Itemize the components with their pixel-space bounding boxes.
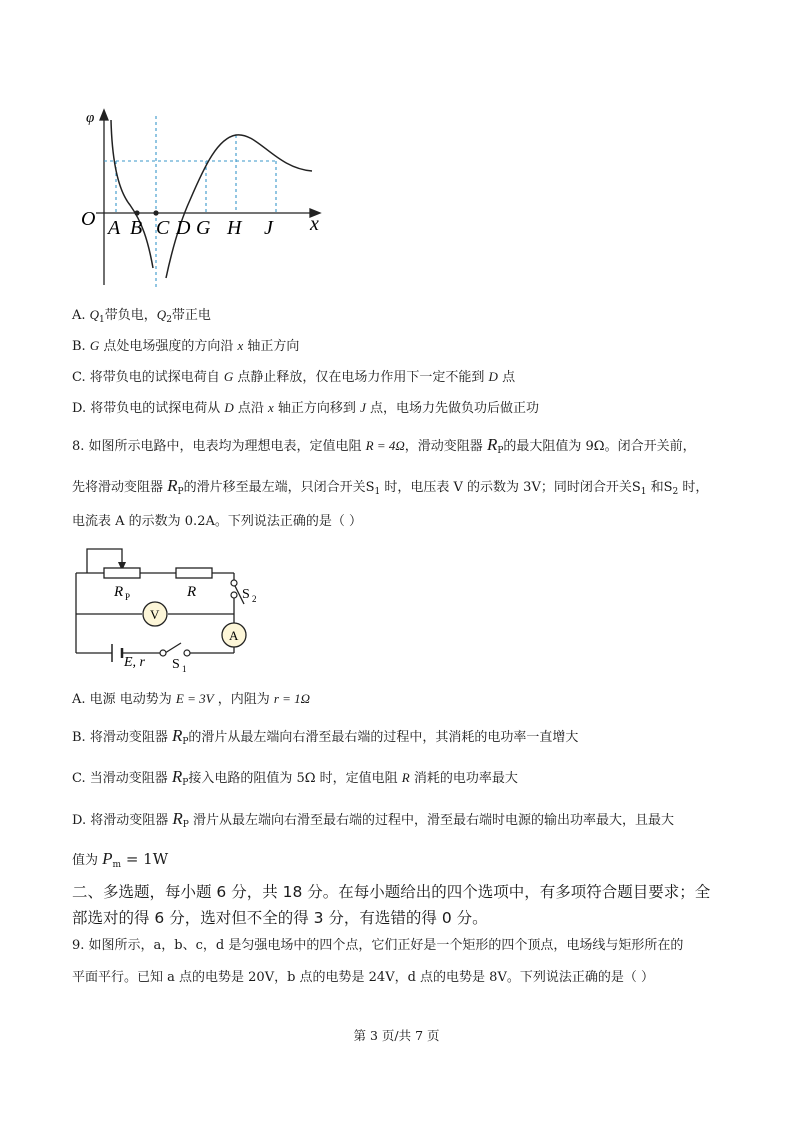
label-a: A — [229, 628, 239, 643]
q7-option-c — [72, 368, 515, 387]
q8-option-c — [72, 768, 518, 792]
rp-symbol: R — [167, 476, 178, 495]
tick-j: J — [264, 217, 273, 239]
label-s1: S — [172, 657, 180, 672]
potential-graph — [0, 0, 793, 300]
q7-c-suffix: 点 — [497, 370, 516, 385]
emf-equation: E = 3V — [175, 691, 214, 706]
q7-d-mid2: 轴正方向移到 — [273, 401, 361, 416]
q8-stem-line-3: 电流表 A 的示数为 0.2A。下列说法正确的是（ ） — [72, 514, 362, 529]
q8-d2-text: 值为 — [72, 853, 103, 868]
rheostat-rp — [104, 568, 140, 578]
q1-symbol: Q — [89, 307, 100, 322]
tick-a: A — [108, 217, 121, 239]
option-letter: B. — [72, 339, 90, 354]
right-curve — [166, 135, 312, 278]
internal-resistance-equation: r = 1Ω — [273, 691, 311, 706]
q8-c-mid: 接入电路的阻值为 5Ω 时，定值电阻 — [188, 771, 402, 786]
x-symbol: x — [237, 338, 244, 353]
q2-symbol: Q — [156, 307, 167, 322]
label-rp: R — [114, 584, 124, 600]
origin-label: O — [81, 208, 96, 230]
q7-c-text: C. 将带负电的试探电荷自 — [72, 370, 224, 385]
q9-stem-line-1: 9. 如图所示，a，b、c，d 是匀强电场中的四个点，它们正好是一个矩形的四个顶点，电场线与矩形所在的 — [72, 938, 684, 953]
q8-text: ，滑动变阻器 — [404, 439, 487, 454]
label-s1-subscript: 1 — [182, 664, 187, 674]
s2-subscript: 2 — [672, 487, 679, 497]
q7-b-suffix: 轴正方向 — [243, 339, 300, 354]
rp-symbol: R — [486, 435, 498, 454]
q7-option-a — [72, 306, 211, 329]
rp-subscript: P — [177, 487, 184, 497]
q7-d-suffix: 点，电场力先做负功后做正功 — [365, 401, 539, 416]
q8-option-b — [72, 727, 578, 751]
tick-g: G — [196, 217, 211, 239]
q7-a-suffix: 带正电 — [171, 308, 211, 323]
rp-symbol: R — [171, 726, 183, 745]
s1-symbol: S — [631, 480, 641, 495]
tick-h: H — [227, 217, 242, 239]
q8-d-suffix: 滑片从最左端向右滑至最右端的过程中，滑至最右端时电源的输出功率最大，且最大 — [188, 813, 674, 828]
q8-b-text: B. 将滑动变阻器 — [72, 730, 172, 745]
q7-a-text: 带负电， — [104, 308, 157, 323]
switch-s1-contact-left — [160, 650, 166, 656]
s1-symbol: S — [365, 480, 375, 495]
dashed-guides — [104, 116, 276, 290]
q8-option-d — [72, 810, 674, 834]
rp-symbol: R — [171, 767, 183, 786]
q8-d-text: D. 将滑动变阻器 — [72, 813, 173, 828]
switch-s1-contact-right — [184, 650, 190, 656]
label-v: V — [150, 607, 160, 622]
rp-subscript: P — [497, 446, 504, 456]
s1-subscript: 1 — [374, 487, 381, 497]
q8-text: 和 — [646, 480, 664, 495]
q8-text: 的最大阻值为 9Ω。闭合开关前， — [503, 439, 696, 454]
g-symbol: G — [89, 338, 100, 353]
switch-s1-blade — [165, 643, 181, 653]
q8-stem-line-2 — [72, 477, 708, 501]
graph-axes — [96, 110, 320, 285]
label-r: R — [187, 584, 197, 600]
q1-subscript: 1 — [99, 315, 105, 325]
d-symbol: D — [224, 400, 234, 415]
switch-s2-contact-top — [231, 580, 237, 586]
q9-stem-line-2: 平面平行。已知 a 点的电势是 20V，b 点的电势是 24V，d 点的电势是 8V。下列说法正确的是（ ） — [72, 970, 654, 985]
q8-a-text: A. 电源 电动势为 — [72, 692, 176, 707]
q7-option-d — [72, 399, 539, 418]
section-2-heading-line-1: 二、多选题，每小题 6 分，共 18 分。在每小题给出的四个选项中，有多项符合题目要求；全 — [72, 883, 711, 901]
q8-text: 时，电压表 V 的示数为 3V；同时闭合开关 — [380, 480, 632, 495]
pm-value: = 1W — [121, 850, 169, 868]
potential-curves — [111, 120, 312, 278]
pm-subscript: m — [112, 860, 122, 870]
q7-d-mid: 点沿 — [233, 401, 269, 416]
section-2-heading-line-2: 部选对的得 6 分，选对但不全的得 3 分，有选错的得 0 分。 — [72, 909, 488, 927]
q7-d-text: D. 将带负电的试探电荷从 — [72, 401, 225, 416]
q2-subscript: 2 — [166, 315, 172, 325]
x-symbol: x — [268, 400, 274, 415]
q8-text: 8. 如图所示电路中，电表均为理想电表，定值电阻 — [72, 439, 366, 454]
q8-text: 的滑片移至最左端，只闭合开关 — [183, 480, 366, 495]
rp-subscript: P — [182, 778, 189, 788]
pm-symbol: P — [102, 849, 113, 868]
tick-d: D — [176, 217, 191, 239]
q8-option-d-continued — [72, 850, 168, 874]
q8-a-mid: ，内阻为 — [213, 692, 274, 707]
label-rp-subscript: P — [125, 592, 131, 602]
q8-c-suffix: 消耗的电功率最大 — [409, 771, 518, 786]
point-c — [153, 210, 158, 215]
q7-c-mid: 点静止释放，仅在电场力作用下一定不能到 — [233, 370, 489, 385]
q8-option-a — [72, 690, 310, 709]
x-axis-label: x — [310, 213, 319, 235]
rp-symbol: R — [172, 809, 183, 828]
s2-symbol: S — [663, 480, 673, 495]
s1-subscript: 1 — [640, 487, 647, 497]
rp-subscript: P — [182, 737, 189, 747]
left-curve — [111, 120, 153, 268]
label-s2: S — [242, 587, 250, 602]
g-symbol: G — [223, 369, 234, 384]
q7-option-b — [72, 337, 299, 356]
label-s2-subscript: 2 — [252, 594, 257, 604]
d-symbol: D — [488, 369, 498, 384]
page-footer: 第 3 页/共 7 页 — [353, 1028, 440, 1043]
point-b — [134, 210, 139, 215]
r-equation: R = 4Ω — [365, 438, 405, 453]
option-letter: A. — [72, 308, 90, 323]
q7-b-text: 点处电场强度的方向沿 — [99, 339, 238, 354]
q8-text: 先将滑动变阻器 — [72, 480, 168, 495]
tick-c: C — [156, 217, 170, 239]
circuit-wires — [76, 549, 244, 653]
q8-c-text: C. 当滑动变阻器 — [72, 771, 172, 786]
r-symbol: R — [401, 770, 410, 785]
y-axis-label: φ — [86, 110, 95, 126]
tick-b: B — [130, 217, 143, 239]
q8-stem-line-1 — [72, 436, 696, 460]
rp-subscript: P — [182, 820, 189, 830]
circuit-diagram — [0, 540, 793, 680]
resistor-r — [176, 568, 212, 578]
y-axis-arrow — [100, 110, 108, 120]
label-emf: E, r — [124, 655, 145, 670]
q8-b-suffix: 的滑片从最左端向右滑至最右端的过程中，其消耗的电功率一直增大 — [188, 730, 579, 745]
switch-s2-contact-bottom — [231, 592, 237, 598]
j-symbol: J — [360, 400, 366, 415]
q8-text: 时， — [678, 480, 709, 495]
